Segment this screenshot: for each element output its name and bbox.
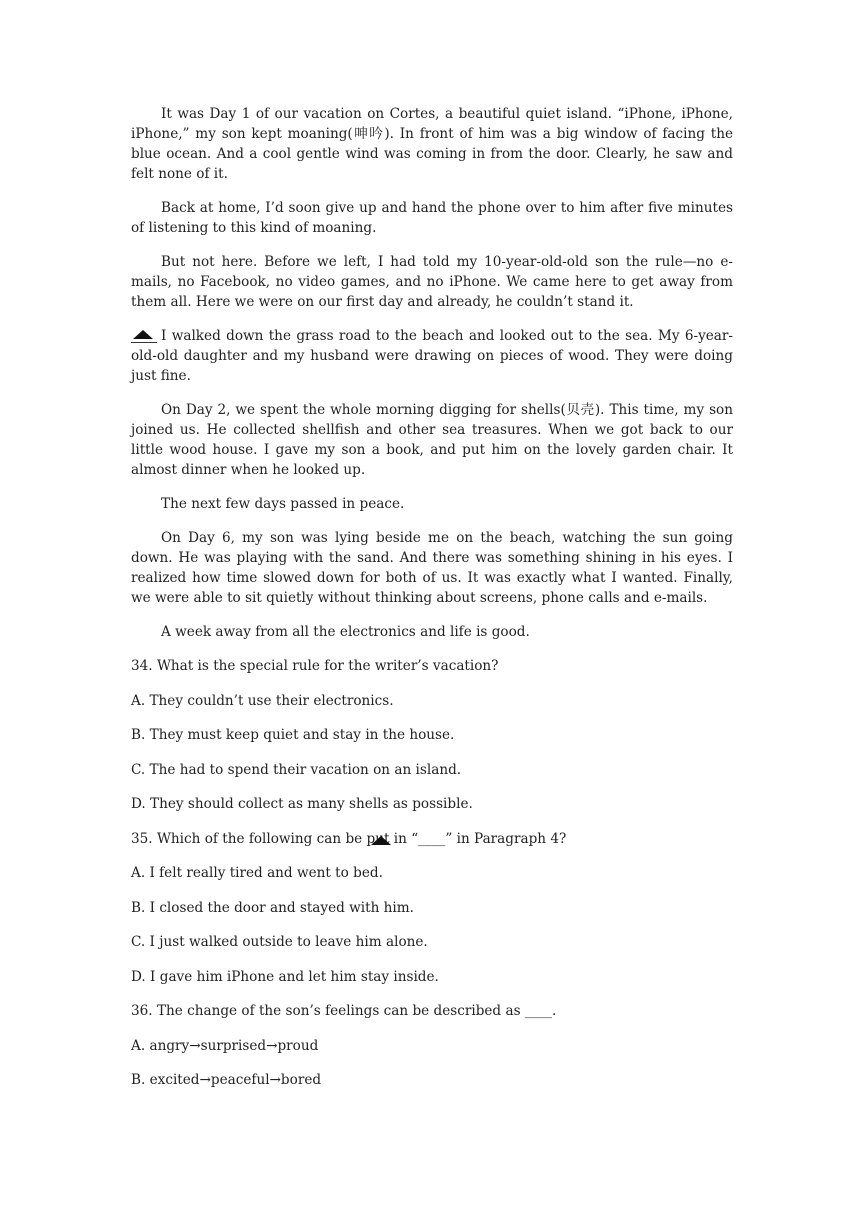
question-35-option-d: D. I gave him iPhone and let him stay inside. xyxy=(131,968,439,985)
question-34-option-a: A. They couldn’t use their electronics. xyxy=(131,692,394,709)
question-34-option-b: B. They must keep quiet and stay in the house. xyxy=(131,727,455,743)
question-36-option-a: A. angry→surprised→proud xyxy=(131,1037,319,1054)
passage-paragraph-7: On Day 6, my son was lying beside me on the beach, watching the sun going down. He was playing with the sand. And there was something shining in his eyes. I realized how time slowed down for both of us. It was exactly what I wanted. Finally, we were able to sit quietly without thinking about screens, phone calls and e-mails. xyxy=(131,530,733,606)
question-36-stem: 36. The change of the son’s feelings can be described as ____. xyxy=(131,1003,557,1019)
question-34-option-d: D. They should collect as many shells as possible. xyxy=(131,796,473,812)
document-page xyxy=(131,104,733,1105)
blank-marker-icon xyxy=(371,836,391,845)
passage-paragraph-2: Back at home, I’d soon give up and hand the phone over to him after five minutes of listening to this kind of moaning. xyxy=(131,200,733,236)
question-35-stem-post: in “____” in Paragraph 4? xyxy=(389,830,567,847)
passage-paragraph-4-text: I walked down the grass road to the beach and looked out to the sea. My 6-year-old-old daughter and my husband were drawing on pieces of wood. They were doing just fine. xyxy=(131,328,733,384)
question-34-stem: 34. What is the special rule for the writer’s vacation? xyxy=(131,658,499,674)
question-36-option-b: B. excited→peaceful→bored xyxy=(131,1072,322,1088)
question-34-option-c: C. The had to spend their vacation on an island. xyxy=(131,761,462,778)
question-35-stem xyxy=(131,829,733,849)
blank-marker-icon xyxy=(131,330,157,343)
passage-paragraph-5: On Day 2, we spent the whole morning digging for shells(贝壳). This time, my son joined us. He collected shellfish and other sea treasures. When we got back to our little wood house. I gave my son a book, and put him on the lovely garden chair. It almost dinner when he looked up. xyxy=(131,402,733,478)
passage-paragraph-6: The next few days passed in peace. xyxy=(161,496,405,512)
question-35-option-b: B. I closed the door and stayed with him. xyxy=(131,899,414,916)
passage-paragraph-8: A week away from all the electronics and life is good. xyxy=(161,624,530,640)
question-35-option-c: C. I just walked outside to leave him alone. xyxy=(131,934,428,950)
question-35-stem-pre: 35. Which of the following can be put xyxy=(131,830,390,847)
question-35-option-a: A. I felt really tired and went to bed. xyxy=(131,865,383,881)
passage-paragraph-4 xyxy=(131,326,733,386)
passage-paragraph-3: But not here. Before we left, I had told my 10-year-old-old son the rule—no e-mails, no Facebook, no video games, and no iPhone. We came here to get away from them all. Here we were on our first day and already, he couldn’t stand it. xyxy=(131,254,733,310)
passage-paragraph-1: It was Day 1 of our vacation on Cortes, a beautiful quiet island. “iPhone, iPhone, iPhone,” my son kept moaning(呻吟). In front of him was a big window of facing the blue ocean. And a cool gentle wind was coming in from the door. Clearly, he saw and felt none of it. xyxy=(131,106,733,182)
